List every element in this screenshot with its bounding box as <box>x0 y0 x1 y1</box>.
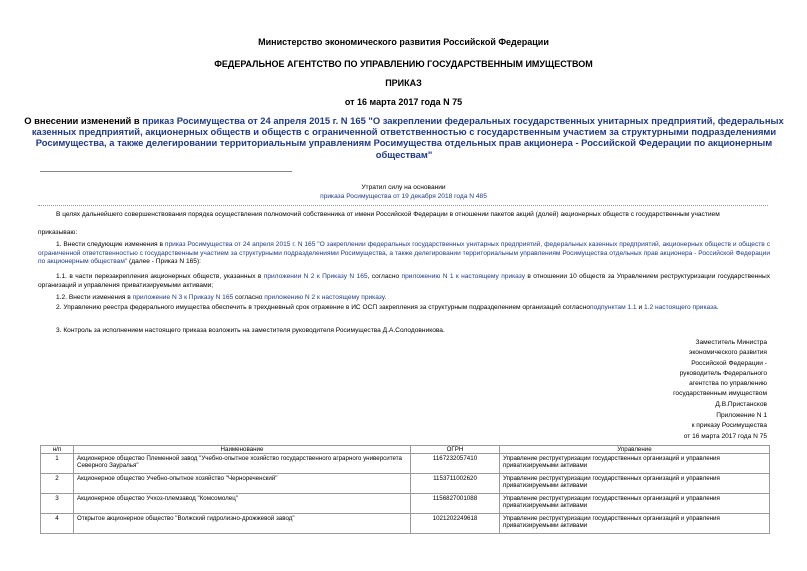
signature-line: руководитель Федерального <box>679 369 767 377</box>
link-subitem-1-2[interactable]: 1.2 настоящего приказа <box>643 304 717 311</box>
signature-line: экономического развития <box>688 349 767 357</box>
appendix-caption <box>607 411 767 442</box>
divider-top <box>38 205 768 206</box>
cell-name: Акционерное общество Племенной завод "Учебно-опытное хозяйство государственного аграрного университета Северного Зауралья" <box>74 454 411 474</box>
link-appendix-2-this-order[interactable]: приложению N 2 к настоящему приказу <box>264 294 385 301</box>
title-divider <box>40 171 292 172</box>
col-header-ogrn: ОГРН <box>411 446 500 454</box>
title-prefix: О внесении изменений в <box>24 115 143 126</box>
cell-name: Акционерное общество Учебно-опытное хозяйство "Чернореченский" <box>74 474 411 494</box>
table-row <box>41 454 770 474</box>
link-appendix-3-order-165[interactable]: приложение N 3 к Приказу N 165 <box>132 294 234 301</box>
link-appendix-1-this-order[interactable]: приложению N 1 к настоящему приказу <box>401 273 525 280</box>
cell-number: 2 <box>41 474 74 494</box>
cell-ogrn: 1156827001088 <box>411 494 500 514</box>
document-title <box>24 115 784 160</box>
status-link[interactable]: приказа Росимущества от 19 декабря 2018 года N 485 <box>320 193 487 200</box>
cell-department: Управление реструктуризации государственных организаций и управления приватизируемыми активами <box>500 514 770 534</box>
title-link[interactable]: приказ Росимущества от 24 апреля 2015 г. N 165 "О закреплении федеральных государственных унитарных предприятий, федеральных казенных предприятий, акционерных обществ и обществ с ограниченной ответственностью с государственным участием за структурными подразделениями Росимущества, а также делегировании территориальным управлениям Росимущества отдельных прав акционера - Российской Федерации по акционерным обществам" <box>31 115 784 160</box>
cell-ogrn: 1153711002620 <box>411 474 500 494</box>
signature-line: Д.В.Пристансков <box>715 400 767 408</box>
cell-number: 4 <box>41 514 74 534</box>
paragraph-item-1-2: 1.2. Внести изменения в приложение N 3 к Приказу N 165 согласно приложению N 2 к настоящему приказу. <box>56 294 387 301</box>
signature-block <box>607 338 767 410</box>
col-header-name: Наименование <box>74 446 411 454</box>
signature-line: государственным имуществом <box>673 390 767 398</box>
doc-date-number: от 16 марта 2017 года N 75 <box>344 97 463 107</box>
appendix-line: к приказу Росимущества <box>691 422 767 430</box>
companies-table <box>40 445 770 534</box>
ministry-heading: Министерство экономического развития Российской Федерации <box>258 37 549 47</box>
doc-type-heading: ПРИКАЗ <box>385 78 422 88</box>
cell-number: 3 <box>41 494 74 514</box>
paragraph-item-1: 1. Внести следующие изменения в приказ Росимущества от 24 апреля 2015 г. N 165 "О закреплении федеральных государственных унитарных предприятий, федеральных казенных предприятий, акционерных обществ и обществ с ограниченной ответственностью с государственным участием за структурными подразделениями Росимущества, а также делегировании территориальным управлениям Росимущества отдельных прав акционера - Российской Федерации по акционерным обществам" (далее - Приказ N 165): <box>38 241 770 266</box>
paragraph-item-3: 3. Контроль за исполнением настоящего приказа возложить на заместителя руководителя Росимущества Д.А.Солодовникова. <box>56 327 445 334</box>
cell-name: Открытое акционерное общество "Волжский гидролизно-дрожжевой завод" <box>74 514 411 534</box>
cell-department: Управление реструктуризации государственных организаций и управления приватизируемыми активами <box>500 494 770 514</box>
cell-ogrn: 1167232057410 <box>411 454 500 474</box>
table-row <box>41 514 770 534</box>
signature-line: агентства по управлению <box>689 380 767 388</box>
paragraph-order: приказываю: <box>38 229 78 236</box>
paragraph-item-2: 2. Управлению реестра федерального имущества обеспечить в трехдневный срок отражение в ИС ОСП закрепления за структурным подразделением организаций согласноподпунктам 1.1 и 1.2 настоящего приказа. <box>56 304 719 311</box>
paragraph-item-1-1: 1.1. в части перезакрепления акционерных обществ, указанных в приложении N 2 к Приказу N 165, согласно приложению N 1 к настоящему приказу в отношении 10 обществ за Управлением реструктуризации государственных организаций и управления приватизируемыми активами; <box>38 273 770 289</box>
link-order-165[interactable]: приказ Росимущества от 24 апреля 2015 г. N 165 "О закреплении федеральных государственных унитарных предприятий, федеральных казенных предприятий, акционерных обществ и обществ с ограниченной ответственностью с государственным участием за структурными подразделениями Росимущества, а также делегировании территориальным управлениям Росимущества отдельных прав акционера - Российской Федерации по акционерным обществам" <box>38 241 770 266</box>
signature-line: Российской Федерации - <box>691 359 767 367</box>
appendix-line: Приложение N 1 <box>716 412 767 419</box>
status-note: Утратил силу на основании <box>361 184 446 191</box>
cell-number: 1 <box>41 454 74 474</box>
appendix-line: от 16 марта 2017 года N 75 <box>683 432 767 440</box>
cell-department: Управление реструктуризации государственных организаций и управления приватизируемыми активами <box>500 474 770 494</box>
cell-department: Управление реструктуризации государственных организаций и управления приватизируемыми активами <box>500 454 770 474</box>
agency-heading: ФЕДЕРАЛЬНОЕ АГЕНТСТВО ПО УПРАВЛЕНИЮ ГОСУДАРСТВЕННЫМ ИМУЩЕСТВОМ <box>214 59 593 69</box>
link-subitem-1-1[interactable]: подпунктам 1.1 <box>590 304 637 311</box>
table-header-row <box>41 446 770 454</box>
table-row <box>41 474 770 494</box>
col-header-number: н/п <box>41 446 74 454</box>
link-appendix-2-order-165[interactable]: приложении N 2 к Приказу N 165 <box>263 273 368 280</box>
col-header-department: Управление <box>500 446 770 454</box>
cell-name: Акционерное общество Учхоз-племзавод "Комсомолец" <box>74 494 411 514</box>
signature-line: Заместитель Министра <box>695 339 767 346</box>
table-row <box>41 494 770 514</box>
cell-ogrn: 1021202249618 <box>411 514 500 534</box>
paragraph-preamble: В целях дальнейшего совершенствования порядка осуществления полномочий собственника от имени Российской Федерации в отношении пакетов акций (долей) акционерных обществ с государственным участием <box>56 211 720 218</box>
